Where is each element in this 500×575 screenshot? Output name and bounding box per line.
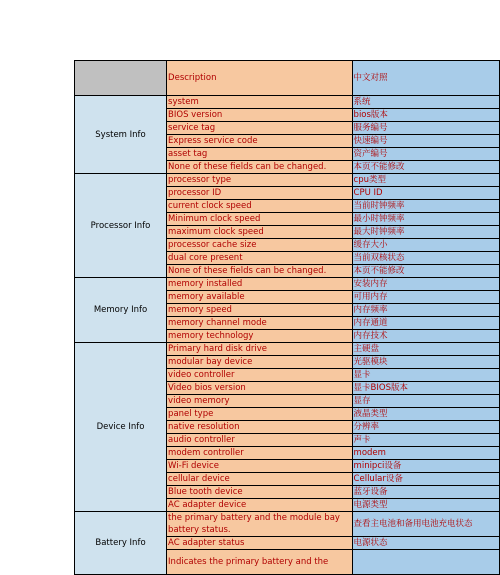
chinese-cell[interactable]: 蓝牙设备	[352, 486, 499, 499]
header-category-cell[interactable]	[75, 61, 167, 96]
description-cell[interactable]: Express service code	[167, 135, 353, 148]
chinese-cell[interactable]: 查看主电池和备用电池充电状态	[352, 512, 499, 537]
chinese-cell[interactable]: CPU ID	[352, 187, 499, 200]
description-cell[interactable]: video memory	[167, 395, 353, 408]
chinese-cell[interactable]: 声卡	[352, 434, 499, 447]
description-cell[interactable]: memory channel mode	[167, 317, 353, 330]
chinese-cell[interactable]: 液晶类型	[352, 408, 499, 421]
category-cell[interactable]: Processor Info	[75, 174, 167, 278]
header-row	[75, 61, 500, 96]
description-cell[interactable]: panel type	[167, 408, 353, 421]
header-chinese-cell[interactable]: 中文对照	[352, 61, 499, 96]
description-cell[interactable]: cellular device	[167, 473, 353, 486]
chinese-cell[interactable]: 显卡BIOS版本	[352, 382, 499, 395]
chinese-cell[interactable]: cpu类型	[352, 174, 499, 187]
chinese-cell[interactable]: 电源状态	[352, 537, 499, 550]
description-cell[interactable]: maximum clock speed	[167, 226, 353, 239]
description-cell[interactable]: Primary hard disk drive	[167, 343, 353, 356]
chinese-cell[interactable]: 服务编号	[352, 122, 499, 135]
chinese-cell[interactable]: 最大时钟频率	[352, 226, 499, 239]
description-cell[interactable]: modular bay device	[167, 356, 353, 369]
description-cell[interactable]: dual core present	[167, 252, 353, 265]
chinese-cell[interactable]: 光驱模块	[352, 356, 499, 369]
description-cell[interactable]: processor ID	[167, 187, 353, 200]
description-cell[interactable]: native resolution	[167, 421, 353, 434]
description-cell[interactable]: Minimum clock speed	[167, 213, 353, 226]
chinese-cell[interactable]: 快速编号	[352, 135, 499, 148]
table-row	[75, 343, 500, 356]
description-cell[interactable]: memory installed	[167, 278, 353, 291]
description-cell[interactable]: asset tag	[167, 148, 353, 161]
description-cell[interactable]: BIOS version	[167, 109, 353, 122]
description-cell[interactable]: modem controller	[167, 447, 353, 460]
chinese-cell[interactable]: 缓存大小	[352, 239, 499, 252]
category-cell[interactable]: Battery Info	[75, 512, 167, 575]
chinese-cell[interactable]: 显卡	[352, 369, 499, 382]
table-row	[75, 278, 500, 291]
chinese-cell[interactable]: 最小时钟频率	[352, 213, 499, 226]
description-cell[interactable]: Wi-Fi device	[167, 460, 353, 473]
chinese-cell[interactable]: modem	[352, 447, 499, 460]
chinese-cell[interactable]: 内存技术	[352, 330, 499, 343]
description-cell[interactable]: memory technology	[167, 330, 353, 343]
chinese-cell[interactable]: 系统	[352, 96, 499, 109]
description-cell[interactable]: video controller	[167, 369, 353, 382]
table-row	[75, 512, 500, 537]
chinese-cell[interactable]: minipci设备	[352, 460, 499, 473]
table-row	[75, 96, 500, 109]
description-cell[interactable]: Video bios version	[167, 382, 353, 395]
chinese-cell[interactable]: 资产编号	[352, 148, 499, 161]
description-cell[interactable]: service tag	[167, 122, 353, 135]
chinese-cell[interactable]: bios版本	[352, 109, 499, 122]
chinese-cell[interactable]: Cellular设备	[352, 473, 499, 486]
description-cell[interactable]: Indicates the primary battery and the	[167, 550, 353, 575]
description-cell[interactable]: current clock speed	[167, 200, 353, 213]
chinese-cell[interactable]: 显存	[352, 395, 499, 408]
description-cell[interactable]: None of these fields can be changed.	[167, 161, 353, 174]
chinese-cell[interactable]: 内存频率	[352, 304, 499, 317]
description-cell[interactable]: memory speed	[167, 304, 353, 317]
description-cell[interactable]: the primary battery and the module bay battery status.	[167, 512, 353, 537]
table-row	[75, 174, 500, 187]
header-description-cell[interactable]: Description	[167, 61, 353, 96]
category-cell[interactable]: System Info	[75, 96, 167, 174]
description-cell[interactable]: processor type	[167, 174, 353, 187]
chinese-cell[interactable]: 电源类型	[352, 499, 499, 512]
chinese-cell[interactable]: 主硬盘	[352, 343, 499, 356]
chinese-cell[interactable]	[352, 550, 499, 575]
category-cell[interactable]: Memory Info	[75, 278, 167, 343]
chinese-cell[interactable]: 可用内存	[352, 291, 499, 304]
spreadsheet-table	[74, 60, 500, 575]
description-cell[interactable]: memory available	[167, 291, 353, 304]
description-cell[interactable]: AC adapter status	[167, 537, 353, 550]
chinese-cell[interactable]: 本页不能修改	[352, 161, 499, 174]
description-cell[interactable]: audio controller	[167, 434, 353, 447]
description-cell[interactable]: processor cache size	[167, 239, 353, 252]
category-cell[interactable]: Device Info	[75, 343, 167, 512]
spreadsheet-body	[75, 61, 500, 575]
chinese-cell[interactable]: 分辨率	[352, 421, 499, 434]
chinese-cell[interactable]: 本页不能修改	[352, 265, 499, 278]
description-cell[interactable]: Blue tooth device	[167, 486, 353, 499]
description-cell[interactable]: None of these fields can be changed.	[167, 265, 353, 278]
chinese-cell[interactable]: 当前时钟频率	[352, 200, 499, 213]
chinese-cell[interactable]: 安装内存	[352, 278, 499, 291]
chinese-cell[interactable]: 当前双核状态	[352, 252, 499, 265]
description-cell[interactable]: system	[167, 96, 353, 109]
description-cell[interactable]: AC adapter device	[167, 499, 353, 512]
chinese-cell[interactable]: 内存通道	[352, 317, 499, 330]
